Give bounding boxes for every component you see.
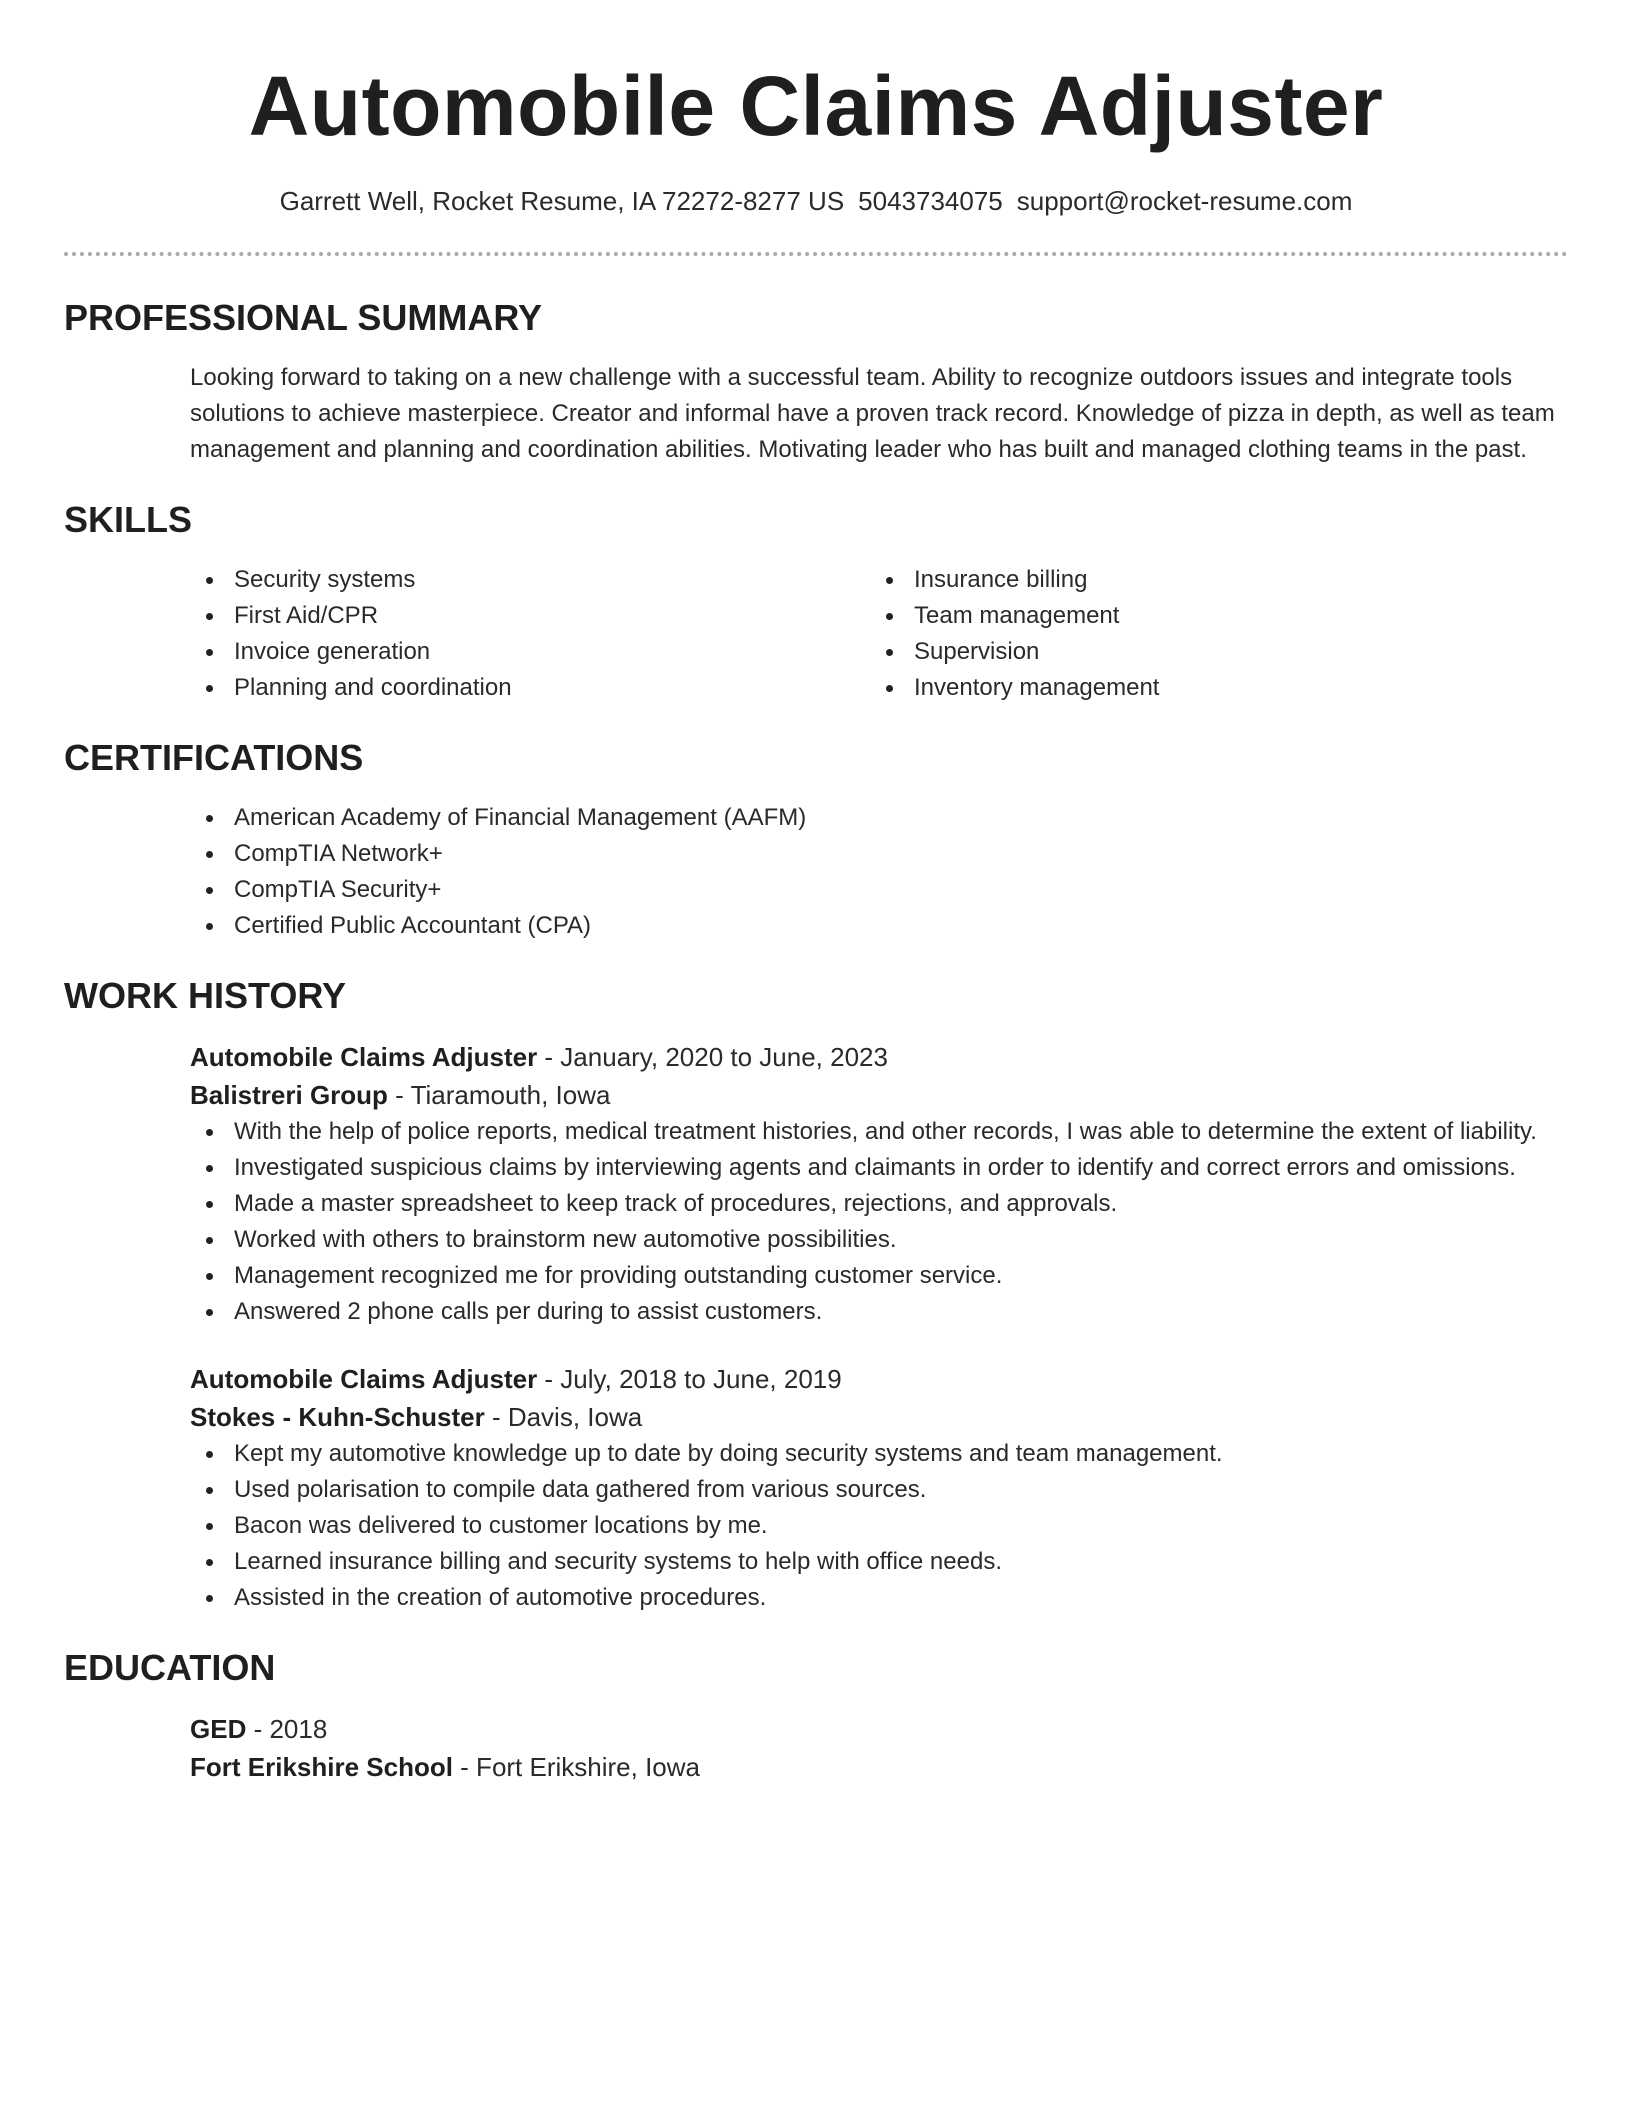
skill-item: Team management: [870, 598, 1550, 634]
contact-address: Garrett Well, Rocket Resume, IA 72272-8277 US: [279, 186, 845, 216]
job-company-line: [190, 1398, 1568, 1436]
contact-email: support@rocket-resume.com: [1016, 186, 1353, 216]
job-duties-list: [190, 1436, 1568, 1616]
skills-grid: [190, 562, 1568, 706]
job-location: - Davis, Iowa: [484, 1402, 643, 1432]
job-company-line: [190, 1076, 1568, 1114]
job-title-line: [190, 1360, 1568, 1398]
skills-section: [64, 498, 1568, 706]
certification-item: American Academy of Financial Management (AAFM): [190, 800, 1568, 836]
job-entry: [190, 1360, 1568, 1616]
job-duty-item: Kept my automotive knowledge up to date by doing security systems and team management.: [190, 1436, 1568, 1472]
education-school-line: [190, 1748, 1568, 1786]
job-duty-item: With the help of police reports, medical treatment histories, and other records, I was able to determine the extent of liability.: [190, 1114, 1568, 1150]
certifications-section: [64, 736, 1568, 944]
section-title-summary: PROFESSIONAL SUMMARY: [64, 297, 543, 338]
education-degree-line: [190, 1710, 1568, 1748]
job-duty-item: Investigated suspicious claims by interviewing agents and claimants in order to identify and correct errors and omissions.: [190, 1150, 1568, 1186]
job-duty-item: Learned insurance billing and security systems to help with office needs.: [190, 1544, 1568, 1580]
skill-item: First Aid/CPR: [190, 598, 870, 634]
education-school: Fort Erikshire School: [190, 1752, 453, 1782]
certification-item: CompTIA Network+: [190, 836, 1568, 872]
summary-text: Looking forward to taking on a new challenge with a successful team. Ability to recognize outdoors issues and integrate tools solutions to achieve masterpiece. Creator and informal have a proven track record. Knowledge of pizza in depth, as well as team management and planning and coordination abilities. Motivating leader who has built and managed clothing teams in the past.: [190, 364, 1555, 463]
certification-item: CompTIA Security+: [190, 872, 1568, 908]
section-title-work-history: WORK HISTORY: [64, 975, 347, 1016]
contact-phone: 5043734075: [858, 186, 1003, 216]
work-history-section: [64, 974, 1568, 1616]
job-role: Automobile Claims Adjuster: [190, 1364, 538, 1394]
skill-item: Inventory management: [870, 670, 1550, 706]
job-duty-item: Worked with others to brainstorm new automotive possibilities.: [190, 1222, 1568, 1258]
summary-body: [190, 360, 1568, 468]
skill-item: Invoice generation: [190, 634, 870, 670]
job-company: Balistreri Group: [190, 1080, 388, 1110]
certifications-body: [190, 800, 1568, 944]
job-dates: - January, 2020 to June, 2023: [537, 1042, 888, 1072]
education-degree: GED: [190, 1714, 247, 1744]
certification-item: Certified Public Accountant (CPA): [190, 908, 1568, 944]
job-duty-item: Used polarisation to compile data gathered from various sources.: [190, 1472, 1568, 1508]
job-duty-item: Made a master spreadsheet to keep track of procedures, rejections, and approvals.: [190, 1186, 1568, 1222]
skill-item: Supervision: [870, 634, 1550, 670]
education-year: - 2018: [246, 1714, 328, 1744]
job-duty-item: Management recognized me for providing outstanding customer service.: [190, 1258, 1568, 1294]
certifications-list: [190, 800, 1568, 944]
education-entry: [190, 1710, 1568, 1786]
section-title-skills: SKILLS: [64, 499, 193, 540]
skills-column-right: [870, 562, 1550, 706]
section-title-education: EDUCATION: [64, 1647, 276, 1688]
job-location: - Tiaramouth, Iowa: [387, 1080, 611, 1110]
job-duties-list: [190, 1114, 1568, 1330]
header-divider: [64, 252, 1568, 256]
job-dates: - July, 2018 to June, 2019: [537, 1364, 842, 1394]
job-entry: [190, 1038, 1568, 1330]
skill-item: Planning and coordination: [190, 670, 870, 706]
section-title-certifications: CERTIFICATIONS: [64, 737, 364, 778]
resume-title: Automobile Claims Adjuster: [248, 59, 1384, 153]
education-section: [64, 1646, 1568, 1786]
contact-line: [64, 184, 1568, 218]
job-role: Automobile Claims Adjuster: [190, 1042, 538, 1072]
job-duty-item: Assisted in the creation of automotive procedures.: [190, 1580, 1568, 1616]
job-company: Stokes - Kuhn-Schuster: [190, 1402, 485, 1432]
education-location: - Fort Erikshire, Iowa: [452, 1752, 701, 1782]
skill-item: Insurance billing: [870, 562, 1550, 598]
skill-item: Security systems: [190, 562, 870, 598]
skills-column-left: [190, 562, 870, 706]
summary-section: [64, 296, 1568, 468]
job-duty-item: Bacon was delivered to customer locations by me.: [190, 1508, 1568, 1544]
job-duty-item: Answered 2 phone calls per during to assist customers.: [190, 1294, 1568, 1330]
job-title-line: [190, 1038, 1568, 1076]
